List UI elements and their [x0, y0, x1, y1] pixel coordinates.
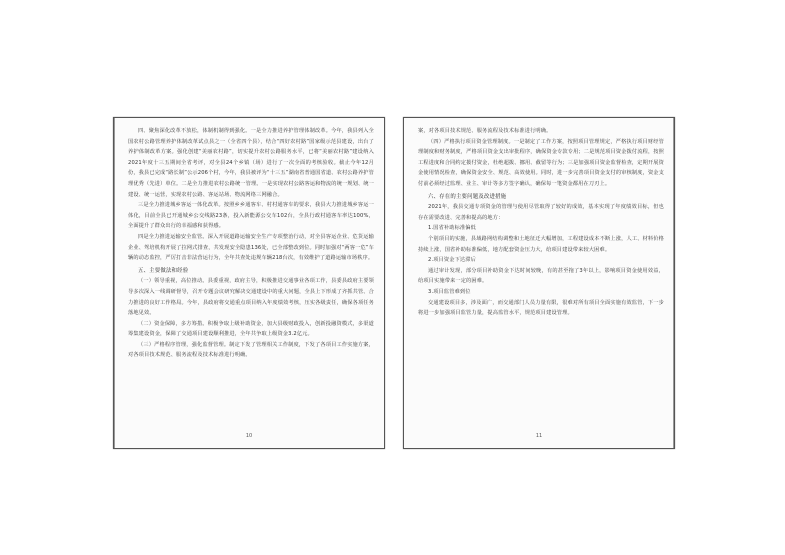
paragraph: 四、聚焦深化改革不放松，体制机制得到强化。一是全力推进养护管理体制改革。今年，我县列入全国农村公路管理养护体制改革试点县之一（全省四个县），结合“四好农村路”国家级示范县建设，出台了养护体制改革方案。强化创建“美丽农村路”，切实提升农村公路服务水平，已将“美丽农村路”建设纳入2021年度十三五期间全省考评，对全县24个乡镇（场）进行了一次全面的考核验收。截止今年12月份，我县已完成“路长制”公示206个村，今年，我县被评为“十三五”湖南省普通国省道、农村公路养护管理优秀（先进）单位。二是全力推进农村公路统一管理。一是实现农村公路客运和物流的统一规划、统一建设、统一运营，实现农村公路、客运站场、物流网络三网融合。	[128, 128, 374, 198]
paragraph: （二）资金保障，多方筹措。积极争取上级补助资金，加大县级财政投入，创新投融资模式，多渠道筹集建设资金，保障了交通项目建设顺利推进，全年共争取上级资金3.2亿元。	[128, 320, 374, 338]
subheading: 2.项目资金下达滞后	[428, 257, 476, 264]
paragraph: （一）领导重视，高位推动。县委重视，政府主导，积极推进交通事业各项工作，县委县政府主要领导多次深入一线调研督导，召开专题会议研究解决交通建设中的重大问题，全县上下形成了齐抓共管、合力推进的良好工作格局。今年，县政府将交通重点项目纳入年度绩效考核，压实各级责任，确保各项任务落地见效。	[128, 278, 374, 317]
right-page-body	[418, 126, 664, 319]
document-page-right	[403, 117, 675, 449]
paragraph: 案，对各项目技术规范、服务流程及技术标准进行明确。	[418, 128, 552, 134]
section-heading: 六、存在的主要问题及改进措施	[428, 193, 507, 200]
subheading: 1.国省补助标准偏低	[428, 225, 476, 232]
paragraph: 四是全力推进运输安全监管。深入开展道路运输安全生产专项整治行动，对全县客运企业、危货运输企业、驾培机构开展了拉网式排查，共发现安全隐患136处，已全部整改到位。同时加强对“两客一危”车辆的动态监控，严厉打击非法营运行为，全年共查处违规车辆218台次，有效维护了道路运输市场秩序。	[128, 233, 374, 262]
subheading: 3.项目监管难到位	[428, 288, 471, 295]
left-page-body	[128, 126, 374, 361]
page-edge	[673, 118, 674, 448]
page-edge	[114, 118, 115, 448]
paragraph: （四）严格执行项目资金管理制度。一是制定了工作方案，按照项目管理规定，严格执行项目财经管理制度和财务制度，严格项目资金支出审批程序，确保资金专款专用；二是规范项目资金拨付流程，按照工程进度和合同约定拨付资金，杜绝超拨、挪用、截留等行为；三是加强项目资金监督检查，定期开展资金使用情况检查，确保资金安全、规范、高效使用。同时，进一步完善项目资金支付的审核制度，资金支付前必须经过监理、业主、审计等多方签字确认，确保每一笔资金都用在刀刃上。	[418, 138, 664, 187]
document-page-left	[113, 117, 385, 449]
paragraph: 交通建设项目多，涉及面广，而交通部门人员力量有限，很难对所有项目全面实施有效监管，下一步将进一步加强项目监管力量，提高监管水平，规范项目建设管理。	[418, 299, 664, 317]
section-heading: 五、主要做法和经验	[138, 267, 189, 274]
paragraph: （三）严格程序管理，强化监督管理。制定下发了管理相关工作制度，下发了各项目工作实施方案，对各项目技术规范、服务流程及技术标准进行明确。	[128, 341, 374, 359]
paragraph: 个别项目的实施，县域路网结构调整和土地征迁大幅增加，工程建设成本不断上涨，人工、材料价格持续上涨，国省补助标准偏低，地方配套资金压力大，给项目建设带来较大困难。	[418, 235, 664, 253]
paragraph: 2021年，我县交通专项资金的管理与使用尽管取得了较好的成效，基本实现了年度绩效目标，但也存在需要改进、完善和提高的地方：	[418, 204, 664, 221]
paragraph: 通过审计发现，部分项目补助资金下达时间较晚，有的甚至拖了3年以上，影响项目资金使用效益，给项目实施带来一定的困难。	[418, 267, 664, 285]
paragraph: 三是全力推进城乡客运一体化改革。按照乡乡通客车、村村通客车的要求，我县大力推进城乡客运一体化，目前全县已开通城乡公交线路23条，投入新能源公交车102台，全县行政村通客车率达100%，全面提升了群众出行的幸福感和获得感。	[128, 202, 374, 230]
page-number: 11	[535, 433, 543, 439]
page-number: 10	[245, 433, 253, 439]
